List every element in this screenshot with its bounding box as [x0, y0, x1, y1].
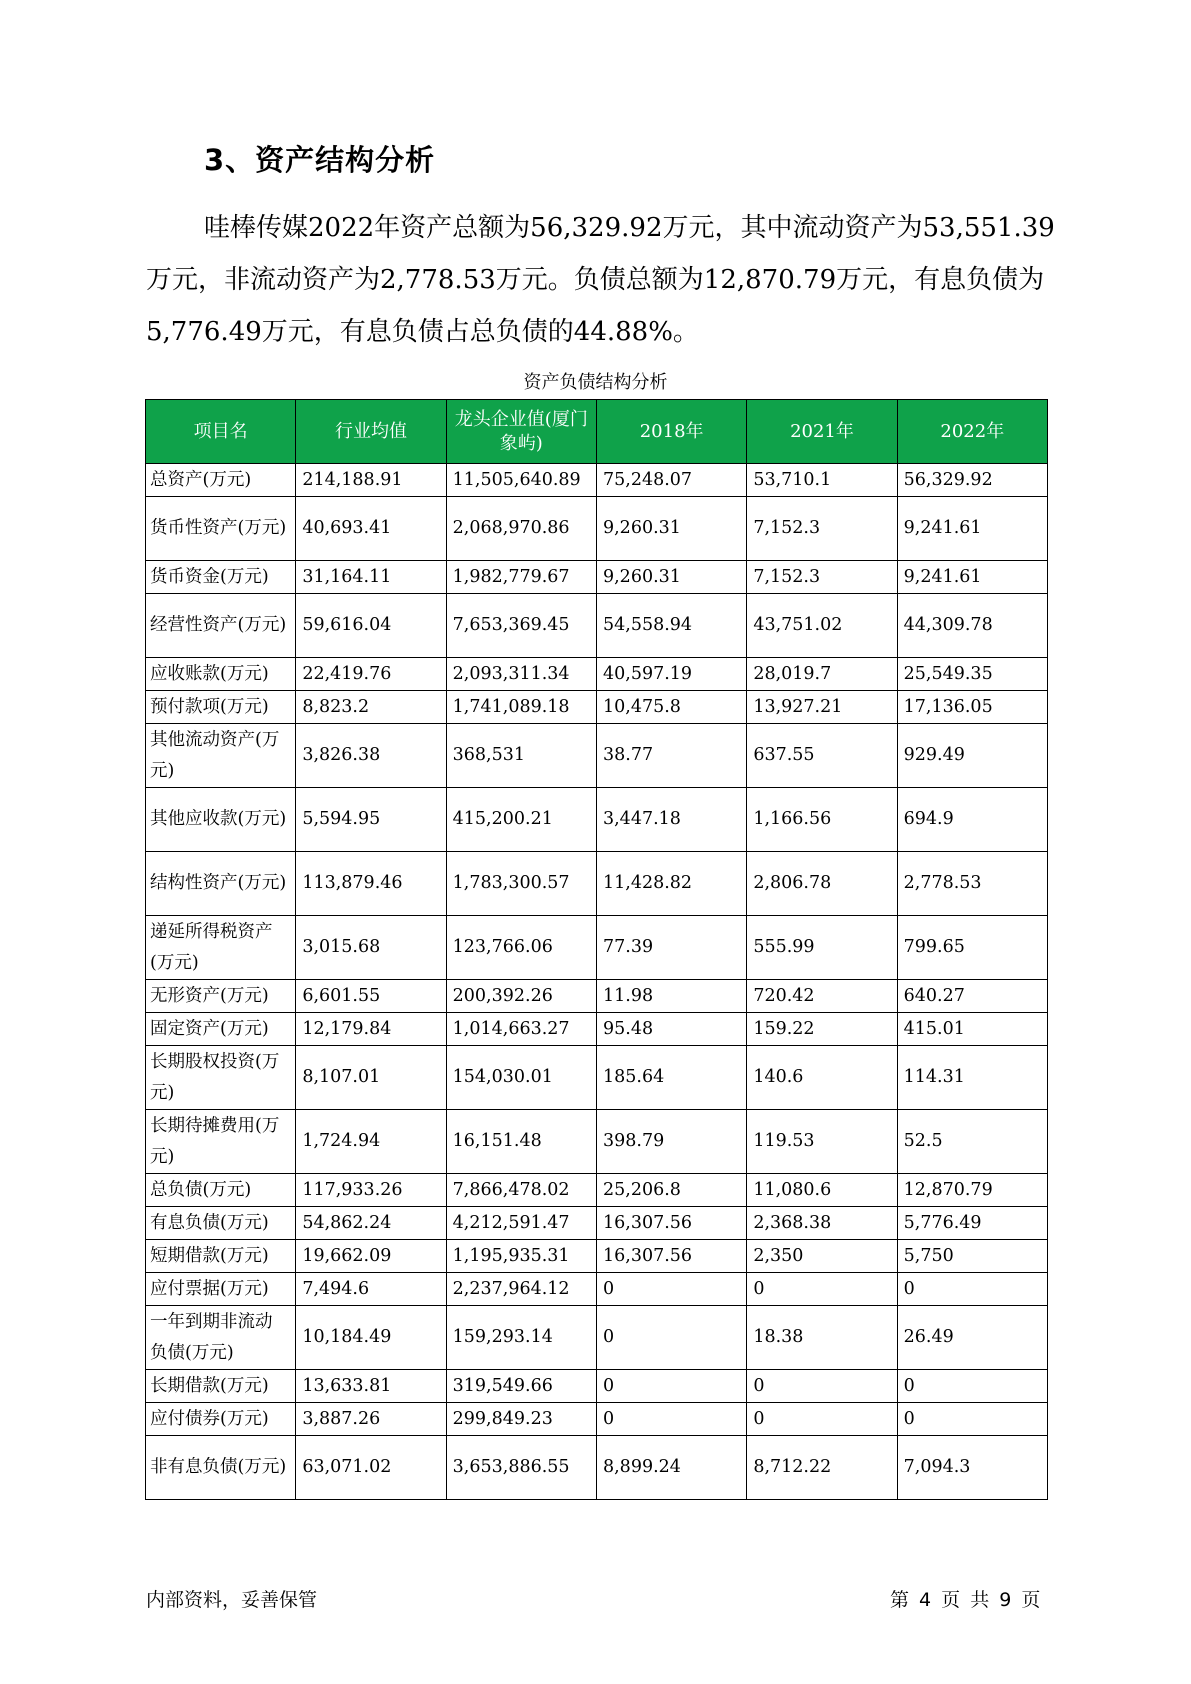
- row-label-cell: 货币性资产(万元): [146, 497, 296, 561]
- footer-confidential-note: 内部资料，妥善保管: [146, 1589, 318, 1611]
- table-body: [146, 464, 1048, 1500]
- table-row: [146, 1273, 1048, 1306]
- value-cell: 3,447.18: [596, 788, 746, 852]
- table-row: [146, 1403, 1048, 1436]
- table-row: [146, 691, 1048, 724]
- value-cell: 694.9: [897, 788, 1047, 852]
- table-row: [146, 658, 1048, 691]
- section-title: 3、资产结构分析: [204, 143, 436, 177]
- value-cell: 19,662.09: [296, 1240, 446, 1273]
- value-cell: 44,309.78: [897, 594, 1047, 658]
- value-cell: 53,710.1: [747, 464, 897, 497]
- value-cell: 40,597.19: [596, 658, 746, 691]
- value-cell: 12,179.84: [296, 1013, 446, 1046]
- header-year-2018: 2018年: [596, 400, 746, 464]
- value-cell: 1,741,089.18: [446, 691, 596, 724]
- value-cell: 11,080.6: [747, 1174, 897, 1207]
- table-header-row: [146, 400, 1048, 464]
- value-cell: 38.77: [596, 724, 746, 788]
- value-cell: 9,241.61: [897, 561, 1047, 594]
- value-cell: 2,368.38: [747, 1207, 897, 1240]
- value-cell: 415,200.21: [446, 788, 596, 852]
- value-cell: 13,927.21: [747, 691, 897, 724]
- value-cell: 140.6: [747, 1046, 897, 1110]
- value-cell: 1,014,663.27: [446, 1013, 596, 1046]
- value-cell: 54,862.24: [296, 1207, 446, 1240]
- value-cell: 10,184.49: [296, 1306, 446, 1370]
- row-label-cell: 其他流动资产(万元): [146, 724, 296, 788]
- table-row: [146, 464, 1048, 497]
- value-cell: 637.55: [747, 724, 897, 788]
- value-cell: 114.31: [897, 1046, 1047, 1110]
- value-cell: 5,750: [897, 1240, 1047, 1273]
- table-row: [146, 497, 1048, 561]
- value-cell: 8,107.01: [296, 1046, 446, 1110]
- value-cell: 113,879.46: [296, 852, 446, 916]
- value-cell: 59,616.04: [296, 594, 446, 658]
- row-label-cell: 长期借款(万元): [146, 1370, 296, 1403]
- value-cell: 22,419.76: [296, 658, 446, 691]
- table-row: [146, 1110, 1048, 1174]
- table-row: [146, 1306, 1048, 1370]
- value-cell: 0: [747, 1403, 897, 1436]
- value-cell: 3,015.68: [296, 916, 446, 980]
- table-row: [146, 1436, 1048, 1500]
- value-cell: 28,019.7: [747, 658, 897, 691]
- value-cell: 0: [596, 1306, 746, 1370]
- value-cell: 75,248.07: [596, 464, 746, 497]
- value-cell: 2,350: [747, 1240, 897, 1273]
- table-row: [146, 561, 1048, 594]
- row-label-cell: 其他应收款(万元): [146, 788, 296, 852]
- value-cell: 3,653,886.55: [446, 1436, 596, 1500]
- header-year-2021: 2021年: [747, 400, 897, 464]
- value-cell: 299,849.23: [446, 1403, 596, 1436]
- table-row: [146, 980, 1048, 1013]
- header-leader-value: 龙头企业值(厦门象屿): [446, 400, 596, 464]
- table-row: [146, 724, 1048, 788]
- row-label-cell: 经营性资产(万元): [146, 594, 296, 658]
- table-row: [146, 788, 1048, 852]
- value-cell: 555.99: [747, 916, 897, 980]
- row-label-cell: 总资产(万元): [146, 464, 296, 497]
- row-label-cell: 长期股权投资(万元): [146, 1046, 296, 1110]
- value-cell: 799.65: [897, 916, 1047, 980]
- value-cell: 0: [596, 1273, 746, 1306]
- value-cell: 200,392.26: [446, 980, 596, 1013]
- row-label-cell: 长期待摊费用(万元): [146, 1110, 296, 1174]
- value-cell: 720.42: [747, 980, 897, 1013]
- value-cell: 11.98: [596, 980, 746, 1013]
- value-cell: 0: [596, 1370, 746, 1403]
- value-cell: 929.49: [897, 724, 1047, 788]
- value-cell: 159,293.14: [446, 1306, 596, 1370]
- value-cell: 185.64: [596, 1046, 746, 1110]
- value-cell: 368,531: [446, 724, 596, 788]
- value-cell: 7,094.3: [897, 1436, 1047, 1500]
- value-cell: 640.27: [897, 980, 1047, 1013]
- value-cell: 16,151.48: [446, 1110, 596, 1174]
- value-cell: 3,887.26: [296, 1403, 446, 1436]
- value-cell: 8,712.22: [747, 1436, 897, 1500]
- value-cell: 7,152.3: [747, 497, 897, 561]
- value-cell: 123,766.06: [446, 916, 596, 980]
- header-item-name: 项目名: [146, 400, 296, 464]
- value-cell: 11,505,640.89: [446, 464, 596, 497]
- value-cell: 63,071.02: [296, 1436, 446, 1500]
- value-cell: 95.48: [596, 1013, 746, 1046]
- value-cell: 7,866,478.02: [446, 1174, 596, 1207]
- row-label-cell: 固定资产(万元): [146, 1013, 296, 1046]
- value-cell: 214,188.91: [296, 464, 446, 497]
- row-label-cell: 应付票据(万元): [146, 1273, 296, 1306]
- table-row: [146, 1013, 1048, 1046]
- balance-structure-table: [145, 399, 1048, 1500]
- header-industry-average: 行业均值: [296, 400, 446, 464]
- value-cell: 11,428.82: [596, 852, 746, 916]
- row-label-cell: 有息负债(万元): [146, 1207, 296, 1240]
- value-cell: 26.49: [897, 1306, 1047, 1370]
- value-cell: 12,870.79: [897, 1174, 1047, 1207]
- value-cell: 18.38: [747, 1306, 897, 1370]
- row-label-cell: 应付债券(万元): [146, 1403, 296, 1436]
- value-cell: 43,751.02: [747, 594, 897, 658]
- value-cell: 159.22: [747, 1013, 897, 1046]
- row-label-cell: 非有息负债(万元): [146, 1436, 296, 1500]
- value-cell: 16,307.56: [596, 1240, 746, 1273]
- footer-page-number: 第 4 页 共 9 页: [890, 1589, 1041, 1611]
- value-cell: 1,166.56: [747, 788, 897, 852]
- value-cell: 0: [897, 1370, 1047, 1403]
- value-cell: 16,307.56: [596, 1207, 746, 1240]
- value-cell: 40,693.41: [296, 497, 446, 561]
- value-cell: 0: [596, 1403, 746, 1436]
- row-label-cell: 应收账款(万元): [146, 658, 296, 691]
- value-cell: 0: [747, 1370, 897, 1403]
- value-cell: 2,068,970.86: [446, 497, 596, 561]
- value-cell: 1,724.94: [296, 1110, 446, 1174]
- value-cell: 3,826.38: [296, 724, 446, 788]
- value-cell: 31,164.11: [296, 561, 446, 594]
- value-cell: 17,136.05: [897, 691, 1047, 724]
- value-cell: 0: [897, 1273, 1047, 1306]
- value-cell: 25,206.8: [596, 1174, 746, 1207]
- value-cell: 0: [747, 1273, 897, 1306]
- table-caption: 资产负债结构分析: [523, 372, 668, 393]
- row-label-cell: 无形资产(万元): [146, 980, 296, 1013]
- value-cell: 6,601.55: [296, 980, 446, 1013]
- value-cell: 9,260.31: [596, 561, 746, 594]
- value-cell: 52.5: [897, 1110, 1047, 1174]
- row-label-cell: 预付款项(万元): [146, 691, 296, 724]
- value-cell: 5,594.95: [296, 788, 446, 852]
- value-cell: 154,030.01: [446, 1046, 596, 1110]
- value-cell: 9,260.31: [596, 497, 746, 561]
- value-cell: 13,633.81: [296, 1370, 446, 1403]
- table-row: [146, 1046, 1048, 1110]
- table-row: [146, 1174, 1048, 1207]
- value-cell: 2,093,311.34: [446, 658, 596, 691]
- value-cell: 398.79: [596, 1110, 746, 1174]
- value-cell: 9,241.61: [897, 497, 1047, 561]
- header-year-2022: 2022年: [897, 400, 1047, 464]
- value-cell: 119.53: [747, 1110, 897, 1174]
- value-cell: 7,152.3: [747, 561, 897, 594]
- value-cell: 4,212,591.47: [446, 1207, 596, 1240]
- value-cell: 77.39: [596, 916, 746, 980]
- table-row: [146, 852, 1048, 916]
- table-row: [146, 594, 1048, 658]
- value-cell: 2,237,964.12: [446, 1273, 596, 1306]
- value-cell: 8,823.2: [296, 691, 446, 724]
- row-label-cell: 总负债(万元): [146, 1174, 296, 1207]
- value-cell: 1,783,300.57: [446, 852, 596, 916]
- table-row: [146, 1240, 1048, 1273]
- value-cell: 10,475.8: [596, 691, 746, 724]
- value-cell: 2,778.53: [897, 852, 1047, 916]
- value-cell: 415.01: [897, 1013, 1047, 1046]
- value-cell: 1,195,935.31: [446, 1240, 596, 1273]
- summary-paragraph: 哇棒传媒2022年资产总额为56,329.92万元，其中流动资产为53,551.39万元，非流动资产为2,778.53万元。负债总额为12,870.79万元，有息负债为5,776.49万元，有息负债占总负债的44.88%。: [146, 213, 1055, 347]
- value-cell: 54,558.94: [596, 594, 746, 658]
- value-cell: 2,806.78: [747, 852, 897, 916]
- value-cell: 8,899.24: [596, 1436, 746, 1500]
- value-cell: 7,653,369.45: [446, 594, 596, 658]
- value-cell: 56,329.92: [897, 464, 1047, 497]
- value-cell: 5,776.49: [897, 1207, 1047, 1240]
- value-cell: 117,933.26: [296, 1174, 446, 1207]
- value-cell: 7,494.6: [296, 1273, 446, 1306]
- value-cell: 319,549.66: [446, 1370, 596, 1403]
- row-label-cell: 短期借款(万元): [146, 1240, 296, 1273]
- row-label-cell: 货币资金(万元): [146, 561, 296, 594]
- table-row: [146, 1370, 1048, 1403]
- row-label-cell: 递延所得税资产(万元): [146, 916, 296, 980]
- table-row: [146, 1207, 1048, 1240]
- value-cell: 25,549.35: [897, 658, 1047, 691]
- row-label-cell: 结构性资产(万元): [146, 852, 296, 916]
- table-row: [146, 916, 1048, 980]
- row-label-cell: 一年到期非流动负债(万元): [146, 1306, 296, 1370]
- value-cell: 0: [897, 1403, 1047, 1436]
- value-cell: 1,982,779.67: [446, 561, 596, 594]
